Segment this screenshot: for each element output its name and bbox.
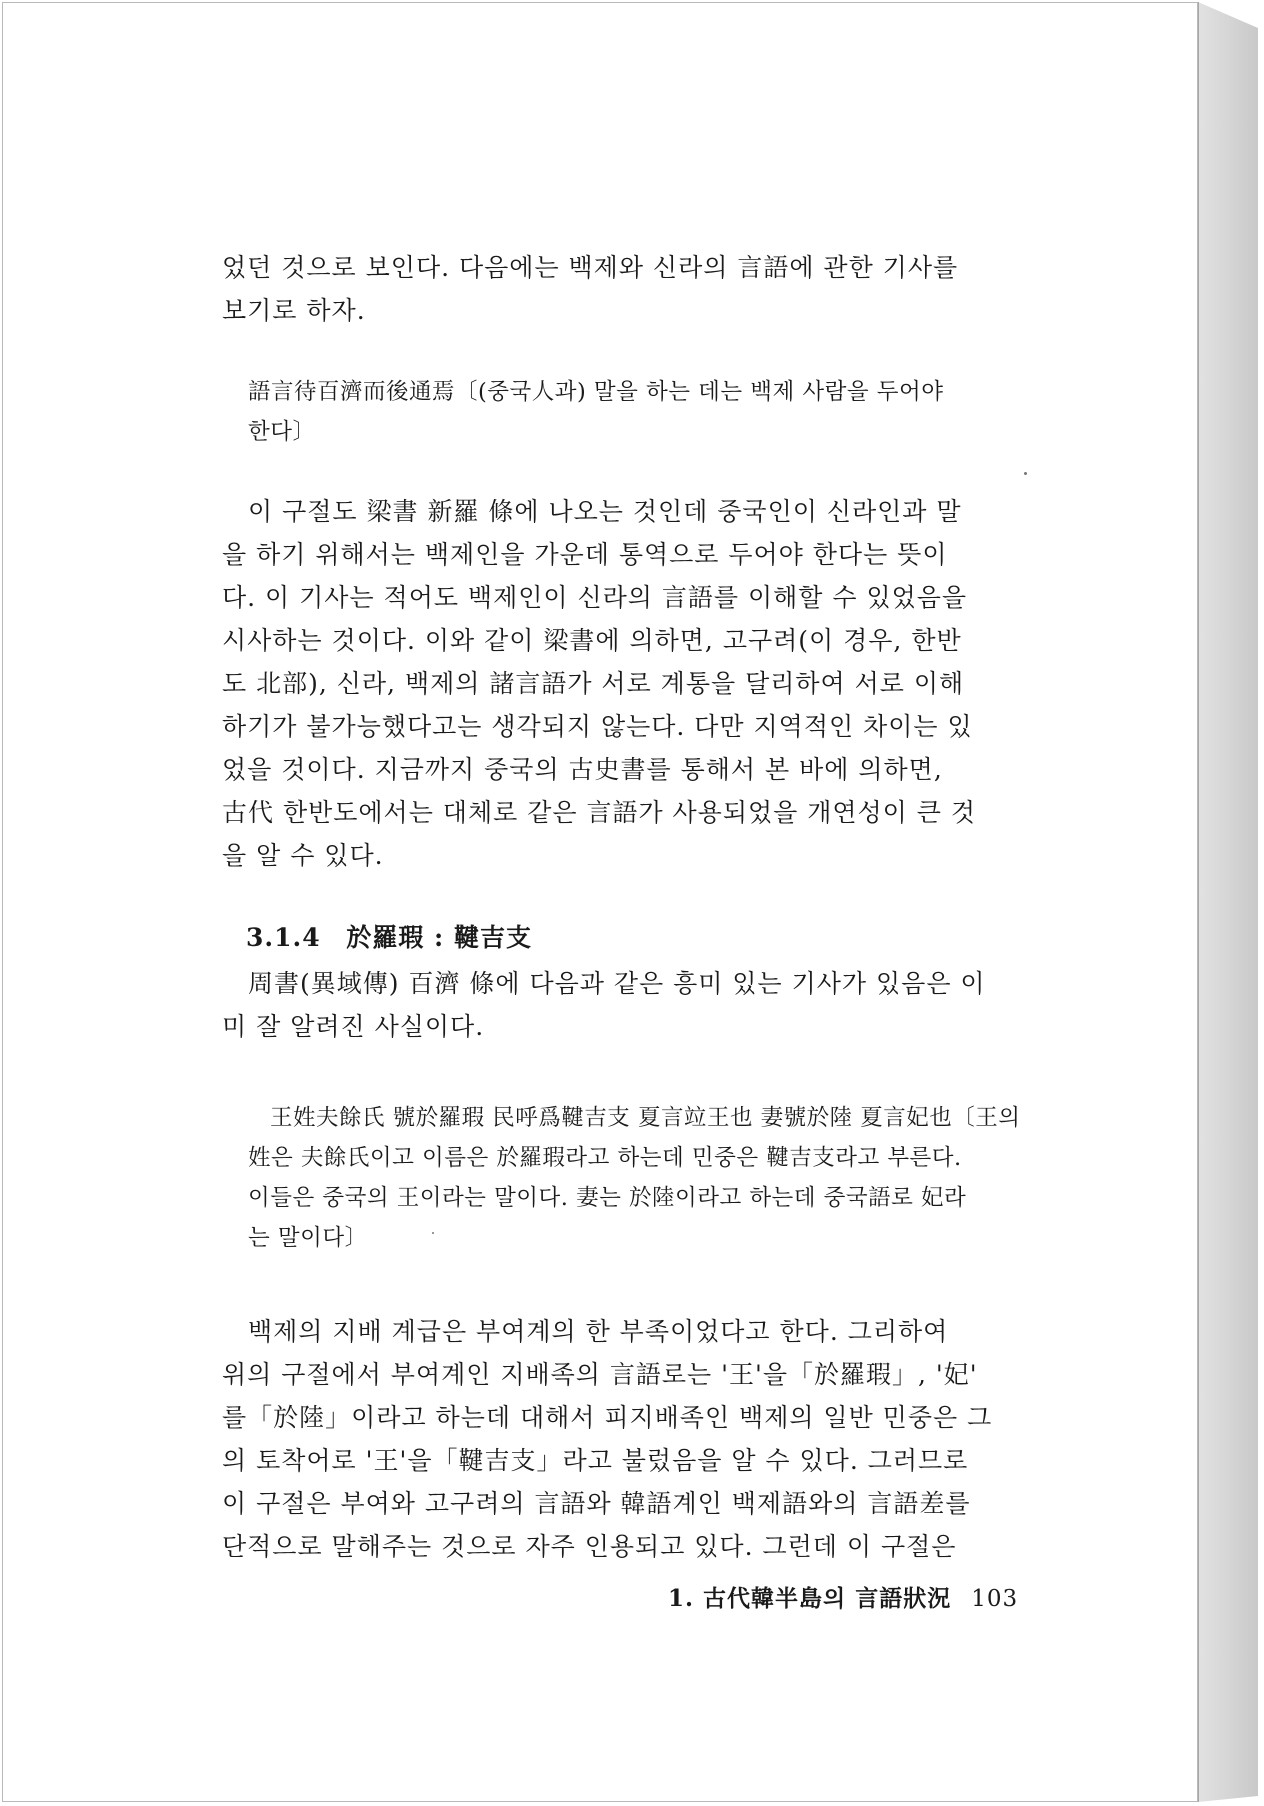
text-line: 를「於陸」이라고 하는데 대해서 피지배족인 백제의 일반 민중은 그 (222, 1403, 993, 1432)
text-line: 을 하기 위해서는 백제인을 가운데 통역으로 두어야 한다는 뜻이 (222, 540, 948, 569)
quote-line: 는 말이다〕 (248, 1225, 368, 1251)
quote-line: 王姓夫餘氏 號於羅瑕 民呼爲鞬吉支 夏言竝王也 妻號於陸 夏言妃也〔王의 (270, 1105, 1021, 1131)
page-number: 103 (971, 1586, 1019, 1612)
block-quote-2 (248, 1098, 1038, 1258)
quote-line: 語言待百濟而後通焉〔(중국人과) 말을 하는 데는 백제 사람을 두어야 (248, 379, 944, 405)
footer-title: 1. 古代韓半島의 言語狀況 (668, 1585, 952, 1612)
paragraph-2 (222, 490, 1040, 877)
quote-line: 한다〕 (248, 419, 316, 445)
text-line: 위의 구절에서 부여계인 지배족의 言語로는 '王'을「於羅瑕」, '妃' (222, 1360, 978, 1389)
text-line: 다. 이 기사는 적어도 백제인이 신라의 言語를 이해할 수 있었음을 (222, 583, 968, 612)
text-line: 을 알 수 있다. (222, 841, 384, 870)
text-line: 시사하는 것이다. 이와 같이 梁書에 의하면, 고구려(이 경우, 한반 (222, 626, 962, 655)
scan-speck (432, 1232, 434, 1234)
paragraph-3 (222, 962, 1040, 1048)
text-line: 이 구절은 부여와 고구려의 言語와 韓語계인 백제語와의 言語差를 (222, 1489, 971, 1518)
paragraph-1 (222, 246, 1040, 332)
text-line: 古代 한반도에서는 대체로 같은 言語가 사용되었을 개연성이 큰 것 (222, 798, 977, 827)
text-line: 보기로 하자. (222, 296, 366, 325)
section-title: 於羅瑕 : 鞬吉支 (346, 923, 532, 952)
text-line: 미 잘 알려진 사실이다. (222, 1012, 485, 1041)
text-line: 周書(異域傳) 百濟 條에 다음과 같은 흥미 있는 기사가 있음은 이 (248, 969, 986, 998)
running-footer (668, 1580, 1018, 1613)
section-heading (246, 918, 548, 954)
page-edge-divider (1198, 2, 1199, 1802)
text-line: 백제의 지배 계급은 부여계의 한 부족이었다고 한다. 그리하여 (248, 1317, 949, 1346)
text-line: 도 北部), 신라, 백제의 諸言語가 서로 계통을 달리하여 서로 이해 (222, 669, 965, 698)
scan-speck (1024, 472, 1027, 475)
quote-line: 이들은 중국의 王이라는 말이다. 妻는 於陸이라고 하는데 중국語로 妃라 (248, 1185, 967, 1211)
text-line: 단적으로 말해주는 것으로 자주 인용되고 있다. 그런데 이 구절은 (222, 1532, 957, 1561)
paragraph-4 (222, 1310, 1040, 1568)
quote-line: 姓은 夫餘氏이고 이름은 於羅瑕라고 하는데 민중은 鞬吉支라고 부른다. (248, 1145, 962, 1171)
text-line: 의 토착어로 '王'을「鞬吉支」라고 불렀음을 알 수 있다. 그러므로 (222, 1446, 969, 1475)
text-line: 었을 것이다. 지금까지 중국의 古史書를 통해서 본 바에 의하면, (222, 755, 943, 784)
text-line: 하기가 불가능했다고는 생각되지 않는다. 다만 지역적인 차이는 있 (222, 712, 973, 741)
text-line: 었던 것으로 보인다. 다음에는 백제와 신라의 言語에 관한 기사를 (222, 253, 959, 282)
section-number: 3.1.4 (246, 923, 321, 952)
block-quote-1 (248, 372, 1038, 452)
page-edge-shadow (1198, 2, 1258, 1802)
text-line: 이 구절도 梁書 新羅 條에 나오는 것인데 중국인이 신라인과 말 (248, 497, 962, 526)
